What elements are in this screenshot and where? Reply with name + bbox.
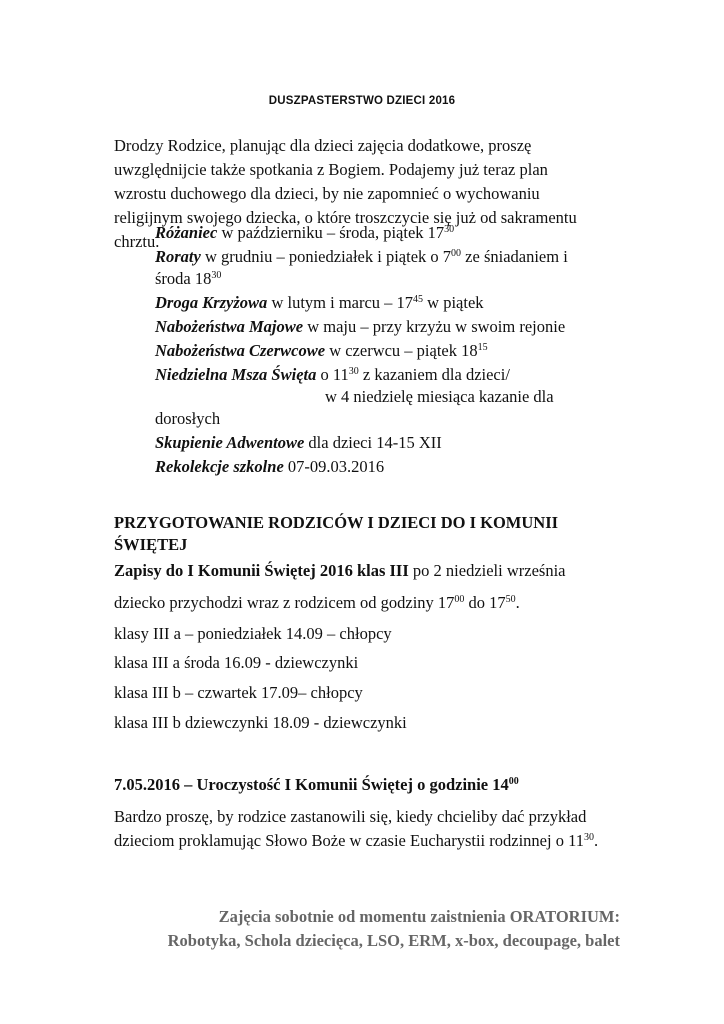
class-line-1: klasy III a – poniedziałek 14.09 – chłopcy — [114, 624, 392, 643]
intro-paragraph: Drodzy Rodzice, planując dla dzieci zajęcia dodatkowe, proszę uwzględnijcie także spotkania z Bogiem. Podajemy już teraz plan wzrostu duchowego dla dzieci, by nie zapomnieć o wychowaniu religijnym swojego dziecka, o które troszczycie się już od sakramentu chrztu. — [114, 136, 577, 251]
schedule-list — [155, 222, 595, 478]
schedule-item-rekolekcje: Rekolekcje szkolne 07-09.03.2016 — [155, 457, 385, 476]
schedule-item-czerwcowe: Nabożeństwa Czerwcowe w czerwcu – piątek $18^{15}$ — [155, 341, 488, 360]
class-line-3: klasa III b – czwartek 17.09– chłopcy — [114, 683, 363, 702]
schedule-item-droga-krzyzowa: Droga Krzyżowa w lutym i marcu – $17^{45}$ w piątek — [155, 293, 484, 312]
request-paragraph: Bardzo proszę, by rodzice zastanowili się, kiedy chcieliby dać przykład dzieciom proklamując Słowo Boże w czasie Eucharystii rodzinnej o $11^{30}$. — [114, 807, 599, 850]
class-line-2: klasa III a środa 16.09 - dziewczynki — [114, 653, 359, 672]
schedule-item-rozaniec: Różaniec w październiku – środa, piątek $17^{30}$ — [155, 223, 455, 242]
section-title: PRZYGOTOWANIE RODZICÓW I DZIECI DO I KOMUNII ŚWIĘTEJ — [114, 513, 559, 554]
signup-line: Zapisy do I Komunii Świętej 2016 klas III po 2 niedzieli września — [114, 561, 566, 580]
oratorium-footer — [120, 905, 620, 953]
schedule-item-roraty: Roraty w grudniu – poniedziałek i piątek o $7^{00}$ ze śniadaniem i środa $18^{30}$ — [155, 247, 568, 288]
document-heading: DUSZPASTERSTWO DZIECI 2016 — [268, 95, 456, 107]
footer-line-2: Robotyka, Schola dziecięca, LSO, ERM, x-box, decoupage, balet — [167, 931, 620, 950]
footer-line-1: Zajęcia sobotnie od momentu zaistnienia ORATORIUM: — [218, 907, 620, 926]
schedule-item-majowe: Nabożeństwa Majowe w maju – przy krzyżu w swoim rejonie — [155, 317, 566, 336]
class-line-4: klasa III b dziewczynki 18.09 - dziewczynki — [114, 713, 407, 732]
schedule-item-skupienie: Skupienie Adwentowe dla dzieci 14-15 XII — [155, 433, 442, 452]
signup-hours-line: dziecko przychodzi wraz z rodzicem od godziny $17^{00}$ do $17^{50}$. — [114, 593, 520, 612]
schedule-item-msza: Niedzielna Msza Święta o $11^{30}$ z kazaniem dla dzieci/ w 4 niedzielę miesiąca kazanie dla dorosłych — [155, 365, 554, 428]
communion-date-line: 7.05.2016 – Uroczystość I Komunii Świętej o godzinie $14^{00}$ — [114, 775, 519, 794]
